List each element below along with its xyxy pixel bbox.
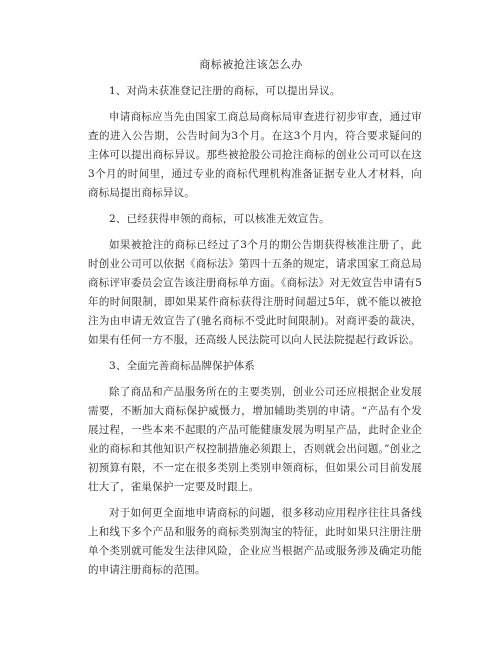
section-2-heading: 2、已经获得申领的商标，可以核准无效宣告。 <box>109 213 330 225</box>
section-3-paragraph: 除了商品和产品服务所在的主要类别，创业公司还应根据企业发展需要，不断加大商标保护威慑力，增加辅助类别的申请。“产品有个发展过程，一些本来不起眼的产品可能健康发展为明星产品，此时企业企业的商标和其他知识产权控制措施必须跟上，否则就会出问题。”创业之初预算有限，不一定在很多类别上类别申领商标，但如果公司目前发展壮大了，雀巢保护一定要及时跟上。 <box>88 386 422 493</box>
document-body <box>88 82 422 587</box>
closing-paragraph: 对于如何更全面地申请商标的问题，很多移动应用程序往往具备线上和线下多个产品和服务的商标类别淘宝的特征，此时如果只注册注册单个类别就可能发生法律风险，企业应当根据产品或服务涉及确定功能的申请注册商标的范围。 <box>88 507 422 576</box>
section-3-heading: 3、全面完善商标品牌保护体系 <box>109 360 255 372</box>
section-2-paragraph: 如果被抢注的商标已经过了3个月的期公告期获得核准注册了，此时创业公司可以依据《商标法》第四十五条的规定，请求国家工商总局商标评审委员会宣告该注册商标单方面。《商标法》对无效宣告申请有5年的时间限制，即如果某件商标获得注册时间超过5年，就不能以被抢注为由申请无效宣告了(驰名商标不受此时间限制)。对商评委的裁决，如果有任何一方不服，还高级人民法院可以向人民法院提起行政诉讼。 <box>88 239 422 346</box>
document-title: 商标被抢注该怎么办 <box>199 58 303 71</box>
section-1-paragraph: 申请商标应当先由国家工商总局商标局审查进行初步审查，通过审查的进入公告期，公告时间为3个月。在这3个月内，符合要求疑问的主体可以提出商标异议。那些被抢股公司抢注商标的创业公司可以在这3个月的时间里，通过专业的商标代理机构准备证据专业人才材料，向商标局提出商标异议。 <box>88 111 422 199</box>
section-1-heading: 1、对尚未获准登记注册的商标，可以提出异议。 <box>109 85 341 97</box>
